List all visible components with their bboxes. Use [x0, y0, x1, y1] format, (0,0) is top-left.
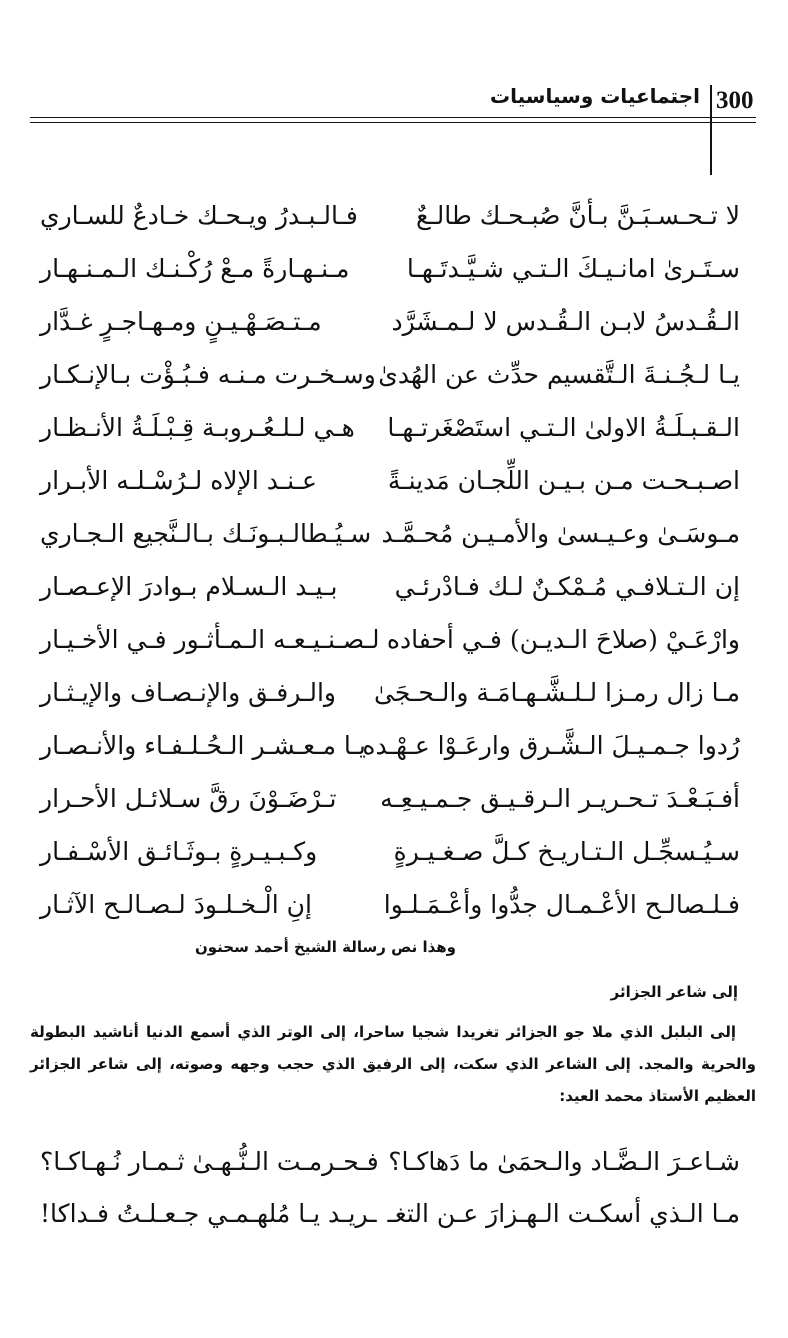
verse-second-hemistich: ـريـد يـا مُلهـمـي جـعـلـتُ فـداكا! — [40, 1199, 377, 1228]
verse-second-hemistich: فـالـبـدرُ ويـحـك خـادعٌ للسـاري — [40, 201, 358, 230]
verse-second-hemistich: مـنـهـارةً مـعْ رُكْـنـك الـمـنـهـار — [40, 254, 350, 283]
verse-second-hemistich: والـرفـق والإنـصـاف والإيـثـار — [40, 678, 336, 707]
verse-first-hemistich: رُدوا جـمـيـلَ الـشَّـرق وارعَـوْا عـهْـده — [362, 731, 740, 760]
verse-second-hemistich: لـصـنـيـعـه الـمـأثـور فـي الأخـيـار — [40, 625, 380, 654]
header-rule-bottom — [30, 122, 756, 123]
verse-first-hemistich: سـيُـسجِّـل الـتـاريـخ كـلَّ صـغـيـرةٍ — [393, 837, 740, 866]
verse — [40, 242, 740, 295]
verse — [40, 719, 740, 772]
verse-first-hemistich: مـا الـذي أسكـت الـهـزارَ عـن التغـ — [387, 1199, 740, 1228]
verse — [40, 189, 740, 242]
verse-second-hemistich: يـا مـعـشـر الـحُـلـفـاء والأنـصـار — [40, 731, 366, 760]
verse-second-hemistich: بـيـد الـسـلام بـوادرَ الإعـصـار — [40, 572, 338, 601]
page-number: 300 — [716, 87, 754, 114]
verse-second-hemistich: إنِ الْـخـلـودَ لـصـالـح الآثـار — [40, 890, 312, 919]
verse-second-hemistich: تـرْضَـوْنَ رقَّ سـلائـل الأحـرار — [40, 784, 337, 813]
verse-second-hemistich: سـيُـطالـبـونَـك بـالـنَّجيع الـجـاري — [40, 519, 372, 548]
verse — [40, 825, 740, 878]
verse — [40, 401, 740, 454]
verse-first-hemistich: شـاعـرَ الـضَّـاد والـحمَىٰ ما دَهاكـا؟ — [388, 1147, 740, 1176]
verse — [40, 613, 740, 666]
header-vertical-rule — [710, 85, 712, 175]
verse — [40, 560, 740, 613]
letter-intro: وهذا نص رسالة الشيخ أحمد سحنون — [194, 938, 456, 956]
verse — [40, 348, 740, 401]
verse-first-hemistich: سـتَـرىٰ امانـيـكَ الـتـي شـيَّـدتَـهـا — [406, 254, 740, 283]
verse — [40, 772, 740, 825]
closing-poem — [40, 1135, 740, 1239]
verse-second-hemistich: مـتـصَـهْـيـنٍ ومـهـاجـرٍ غـدَّار — [40, 307, 322, 336]
letter-paragraph: إلى البلبل الذي ملا جو الجزائر تغريدا شجيا ساحرا، إلى الوتر الذي أسمع الدنيا أناشيد البطولة والحرية والمجد. إلى الشاعر الذي سكت، إلى الرفيق الذي حجب وجهه وصوته، إلى شاعر الجزائر العظيم الأستاذ محمد العيد: — [30, 1023, 756, 1105]
verse-first-hemistich: الـقُـدسُ لابـن الـقُـدس لا لـمـشَرَّد — [391, 307, 740, 336]
verse — [40, 666, 740, 719]
verse-first-hemistich: وارْعَـيْ (صلاحَ الـديـن) فـي أحفاده — [386, 625, 740, 654]
letter-addressee: إلى شاعر الجزائر — [610, 983, 738, 1001]
verse-first-hemistich: مـا زال رمـزا لـلـشَّـهـامَـة والـحـجَىٰ — [374, 678, 740, 707]
verse-first-hemistich: مـوسَـىٰ وعـيـسىٰ والأمـيـن مُحـمَّـد — [381, 519, 740, 548]
verse-first-hemistich: فـلـصالـح الأعْـمـال جدُّوا وأعْـمَـلـوا — [383, 890, 740, 919]
verse-first-hemistich: اصـبـحـت مـن بـيـن اللِّجـان مَدينـةً — [387, 466, 740, 495]
header-rule-top — [30, 117, 756, 118]
poem — [40, 189, 740, 931]
verse — [40, 1135, 740, 1187]
verse — [40, 1187, 740, 1239]
verse-first-hemistich: لا تـحـسـبَـنَّ بـأنَّ صُبـحـك طالـعٌ — [416, 201, 740, 230]
verse — [40, 295, 740, 348]
verse-second-hemistich: وسـخـرت مـنـه فـبُـؤْت بـالإنـكـار — [40, 360, 376, 389]
verse-second-hemistich: فـحـرمـت الـنُّـهـىٰ ثـمـار نُـهـاكـا؟ — [40, 1147, 379, 1176]
verse-second-hemistich: عـنـد الإلاه لـرُسْـلـه الأبـرار — [40, 466, 317, 495]
running-title: اجتماعيات وسياسيات — [490, 84, 700, 108]
verse-first-hemistich: يـا لـجُـنـةَ الـتَّقسيم حدِّث عن الهُدىٰ — [378, 360, 740, 389]
verse-second-hemistich: هـي لـلـعُـروبـة قِـبْـلَـةُ الأنـظـار — [40, 413, 355, 442]
verse-second-hemistich: وكـبـيـرةٍ بـوثَـائـق الأسْـفـار — [40, 837, 318, 866]
verse-first-hemistich: الـقـبـلَـةُ الاولىٰ الـتـي استَصْغَرتـهـا — [387, 413, 740, 442]
verse-first-hemistich: أفـبَـعْـدَ تـحـريـر الـرقـيـق جـمـيـعِـه — [380, 784, 740, 813]
verse-first-hemistich: إن الـتـلافـي مُـمْكـنٌ لـك فـادْرئـي — [394, 572, 740, 601]
verse — [40, 507, 740, 560]
verse — [40, 454, 740, 507]
verse — [40, 878, 740, 931]
